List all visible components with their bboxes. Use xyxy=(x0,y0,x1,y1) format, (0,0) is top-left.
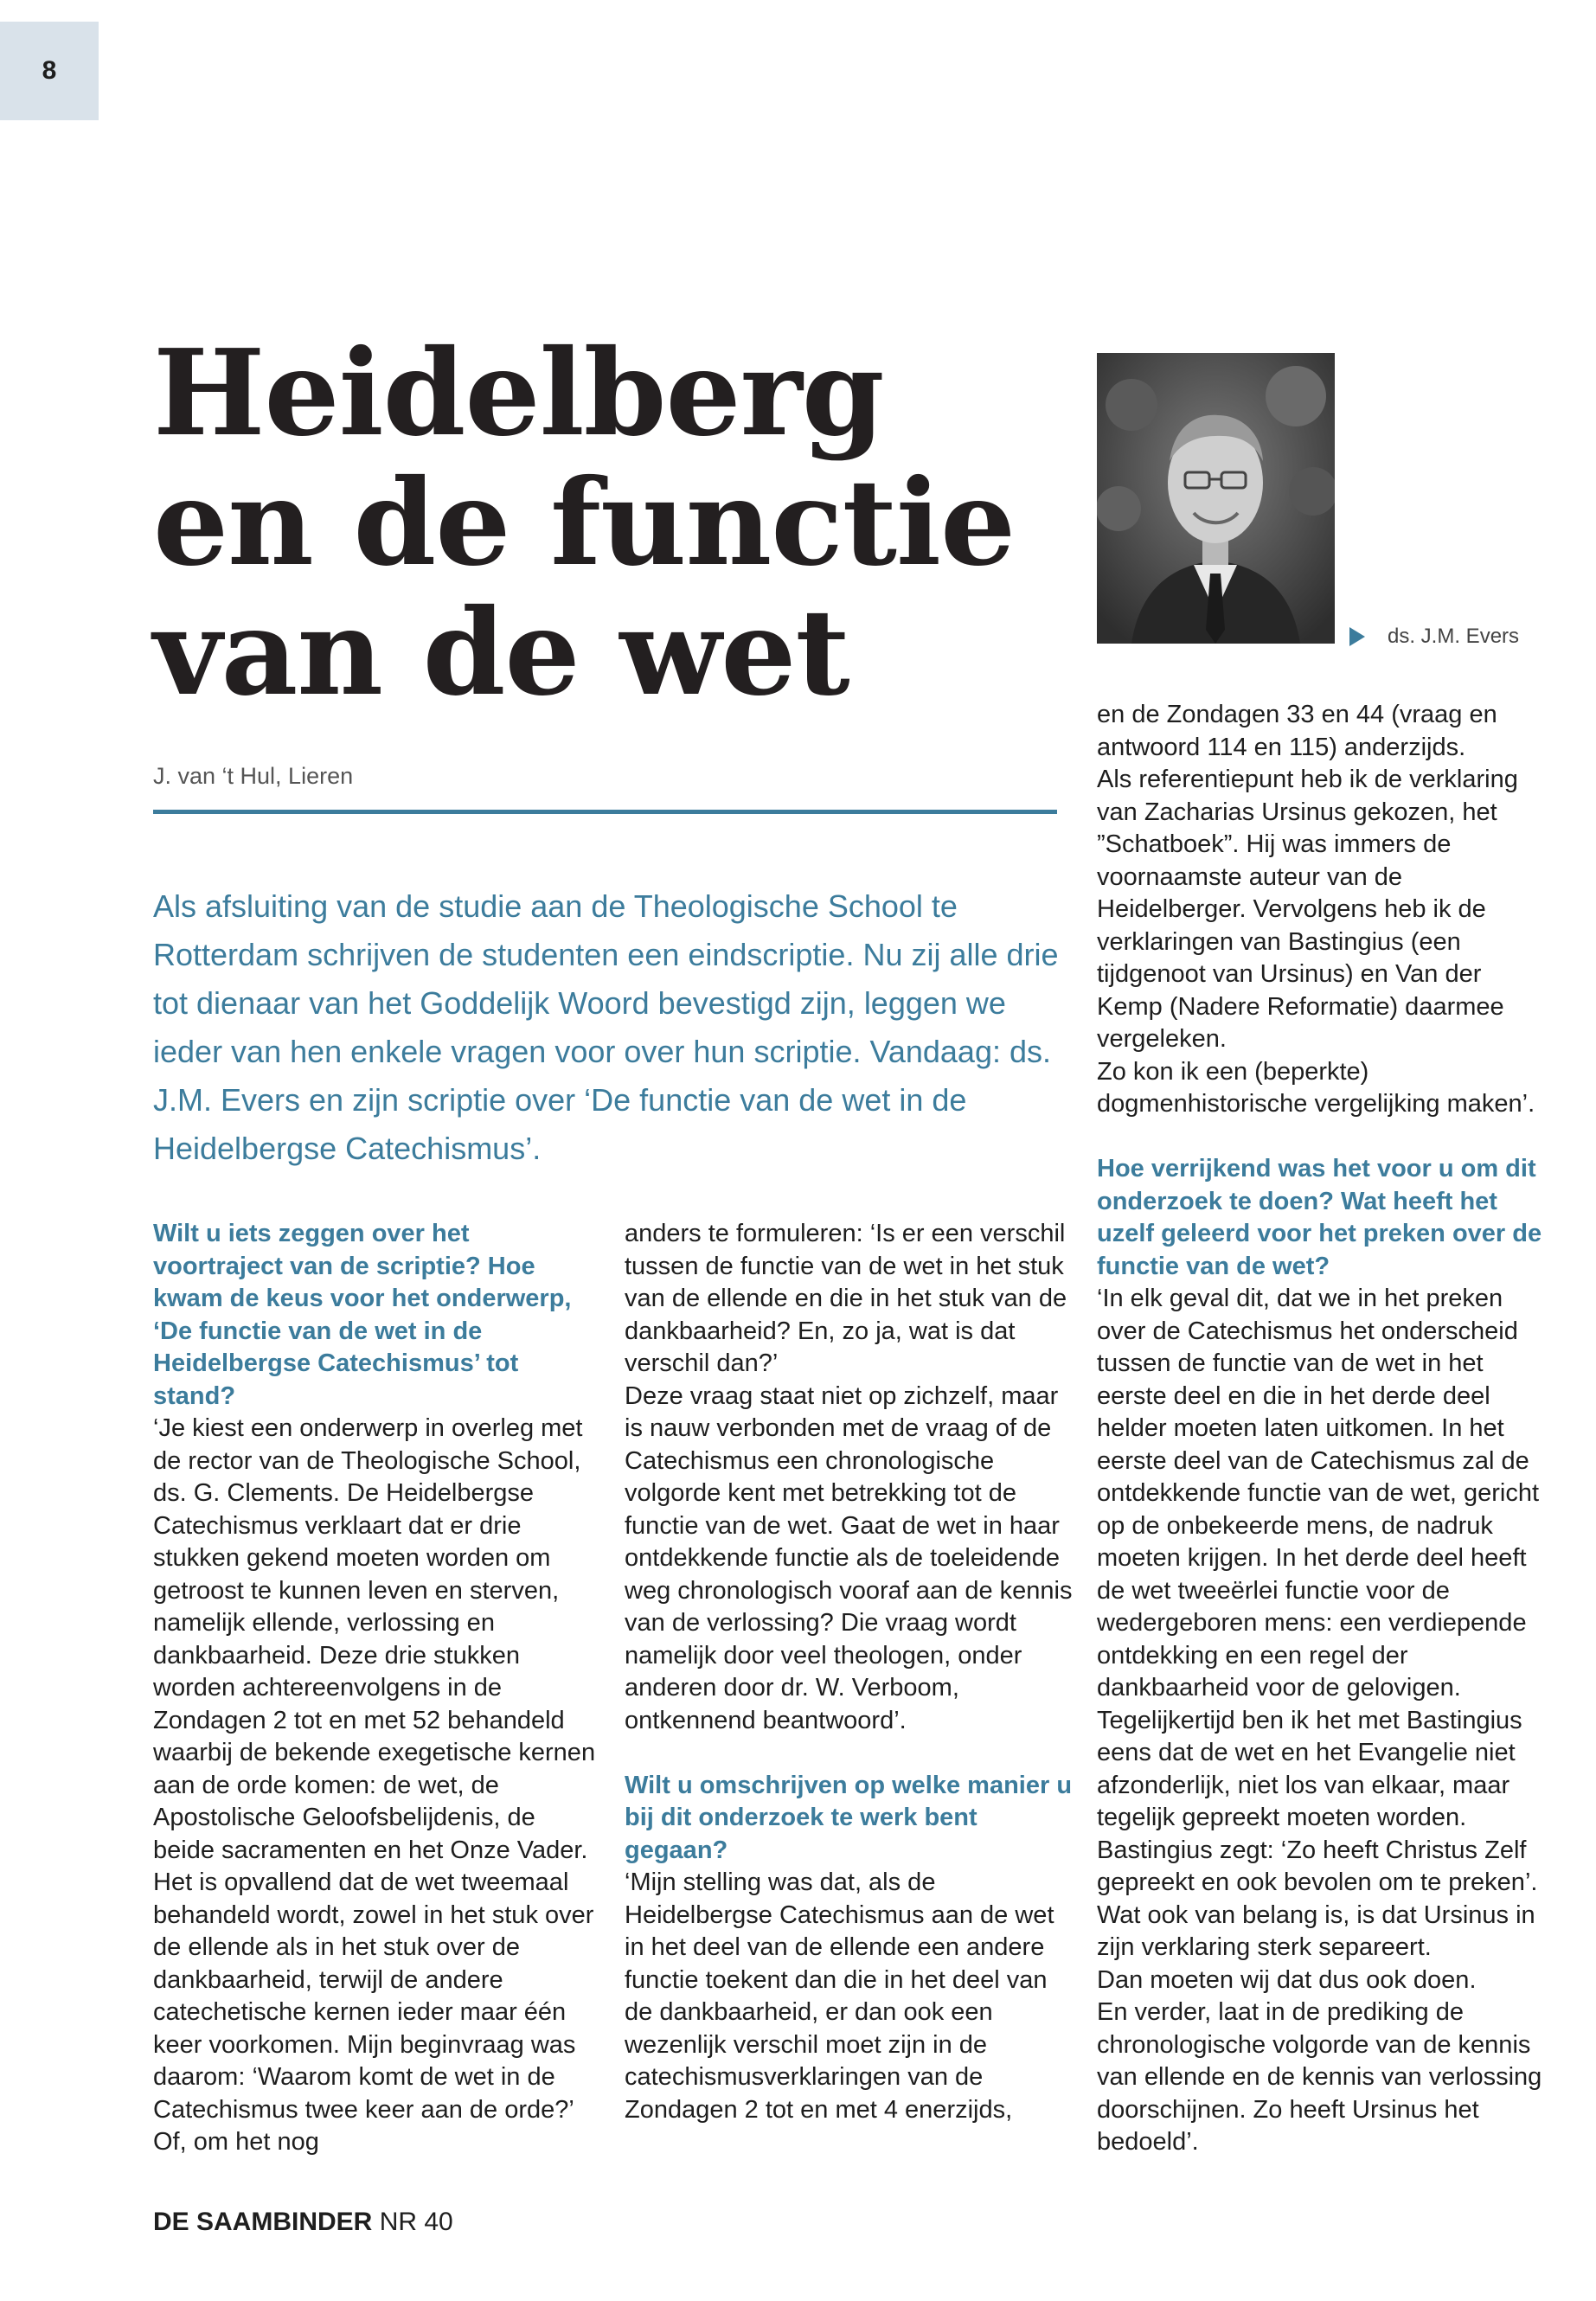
text-column-2 xyxy=(625,1218,1074,2126)
question-3: Hoe verrijkend was het voor u om dit onderzoek te doen? Wat heeft het uzelf geleerd voor het preken over de functie van de wet? xyxy=(1097,1155,1542,1280)
magazine-name: DE SAAMBINDER xyxy=(153,2208,373,2236)
photo-caption xyxy=(1349,625,1519,649)
answer-2: ‘Mijn stelling was dat, als de Heidelbergse Catechismus aan de wet in het deel van de ellende een andere functie toekent dan die in het deel van de dankbaarheid, er dan ook een wezenlijk verschil moet zijn in de catechismusverklaringen van de Zondagen 2 tot en met 4 enerzijds, xyxy=(625,1868,1054,2124)
answer-2-paragraph-3: Zo kon ik een (beperkte) dogmenhistorische vergelijking maken’. xyxy=(1097,1057,1535,1118)
answer-3-paragraph-4: En verder, laat in de prediking de chronologische volgorde van de kennis van ellende en de kennis van verlossing doorschijnen. Zo heeft Ursinus het bedoeld’. xyxy=(1097,1998,1542,2156)
intro-lead: Als afsluiting van de studie aan de Theologische School te Rotterdam schrijven de studenten een eindscriptie. Nu zij alle drie tot dienaar van het Goddelijk Woord bevestigd zijn, leggen we ieder van hen enkele vragen voor over hun scriptie. Vandaag: ds. J.M. Evers en zijn scriptie over ‘De functie van de wet in de Heidelbergse Catechismus’. xyxy=(153,888,1059,1166)
answer-1-continued: anders te formuleren: ‘Is er een verschil tussen de functie van de wet in het stuk van de ellende en die in het stuk van de dankbaarheid? En, zo ja, wat is dat verschil dan?’ xyxy=(625,1220,1067,1377)
page-footer xyxy=(153,2208,453,2237)
page-number: 8 xyxy=(42,56,57,85)
answer-1: ‘Je kiest een onderwerp in overleg met de rector van de Theologische School, ds. G. Clements. De Heidelbergse Catechismus verklaart dat er drie stukken gekend moeten worden om getroost te kunnen leven en sterven, namelijk ellende, verlossing en dankbaarheid. Deze drie stukken worden achtereenvolgens in de Zondagen 2 tot en met 52 behandeld waarbij de bekende exegetische kernen aan de orde komen: de wet, de Apostolische Geloofsbelijdenis, de beide sacramenten en het Onze Vader. Het is opvallend dat de wet tweemaal behandeld wordt, zowel in het stuk over de ellende als in het stuk over de dankbaarheid, terwijl de andere catechetische kernen ieder maar één keer voorkomen. Mijn beginvraag was daarom: ‘Waarom komt de wet in de Catechismus twee keer aan de orde?’ Of, om het nog xyxy=(153,1414,596,2156)
page-number-box xyxy=(0,22,99,120)
answer-1-paragraph-2: Deze vraag staat niet op zichzelf, maar is nauw verbonden met de vraag of de Catechismus een chronologische volgorde kent met betrekking tot de functie van de wet. Gaat de wet in haar ontdekkende functie als de toeleidende weg chronologisch vooraf aan de kennis van de verlossing? Die vraag wordt namelijk door veel theologen, onder anderen door dr. W. Verboom, ontkennend beantwoord’. xyxy=(625,1381,1073,1734)
caption-triangle-icon xyxy=(1349,627,1365,646)
answer-2-paragraph-2: Als referentiepunt heb ik de verklaring van Zacharias Ursinus gekozen, het ”Schatboek”. Hij was immers de voornaamste auteur van de Heidelberger. Vervolgens heb ik de verklaringen van Bastingius (een tijdgenoot van Ursinus) en Van der Kemp (Nadere Reformatie) daarmee vergeleken. xyxy=(1097,766,1518,1053)
text-column-1 xyxy=(153,1218,603,2159)
text-column-3 xyxy=(1097,699,1547,2159)
author-byline: J. van ‘t Hul, Lieren xyxy=(153,763,354,789)
question-1: Wilt u iets zeggen over het voortraject van de scriptie? Hoe kwam de keus voor het onderwerp, ‘De functie van de wet in de Heidelbergse Catechismus’ tot stand? xyxy=(153,1220,572,1410)
issue-number: NR 40 xyxy=(379,2208,453,2236)
title-divider xyxy=(153,810,1057,814)
answer-3-paragraph-3: Dan moeten wij dat dus ook doen. xyxy=(1097,1965,1477,1994)
answer-3-paragraph-2: Wat ook van belang is, is dat Ursinus in zijn verklaring sterk separeert. xyxy=(1097,1900,1535,1961)
answer-2-continued: en de Zondagen 33 en 44 (vraag en antwoord 114 en 115) anderzijds. xyxy=(1097,701,1497,761)
question-2: Wilt u omschrijven op welke manier u bij dit onderzoek te werk bent gegaan? xyxy=(625,1771,1073,1864)
author-photo xyxy=(1097,353,1335,644)
answer-3: ‘In elk geval dit, dat we in het preken over de Catechismus het onderscheid tussen de functie van de wet in het eerste deel en die in het derde deel helder moeten laten uitkomen. In het eerste deel van de Catechismus zal de ontdekkende functie van de wet, gericht op de onbekeerde mens, de nadruk moeten krijgen. In het derde deel heeft de wet tweeërlei functie voor de wedergeboren mens: een verdiepende ontdekking en een regel der dankbaarheid voor de gelovigen. Tegelijkertijd ben ik het met Bastingius eens dat de wet en het Evangelie niet afzonderlijk, niet los van elkaar, maar tegelijk gepreekt moeten worden. Bastingius zegt: ‘Zo heeft Christus Zelf gepreekt en ook bevolen om te preken’. xyxy=(1097,1285,1540,1896)
photo-caption-text: ds. J.M. Evers xyxy=(1388,625,1520,648)
title-line-1: Heidelberg xyxy=(153,324,884,463)
title-line-2: en de functie xyxy=(153,453,1016,593)
title-line-3: van de wet xyxy=(153,583,849,722)
article-title xyxy=(153,324,1035,722)
